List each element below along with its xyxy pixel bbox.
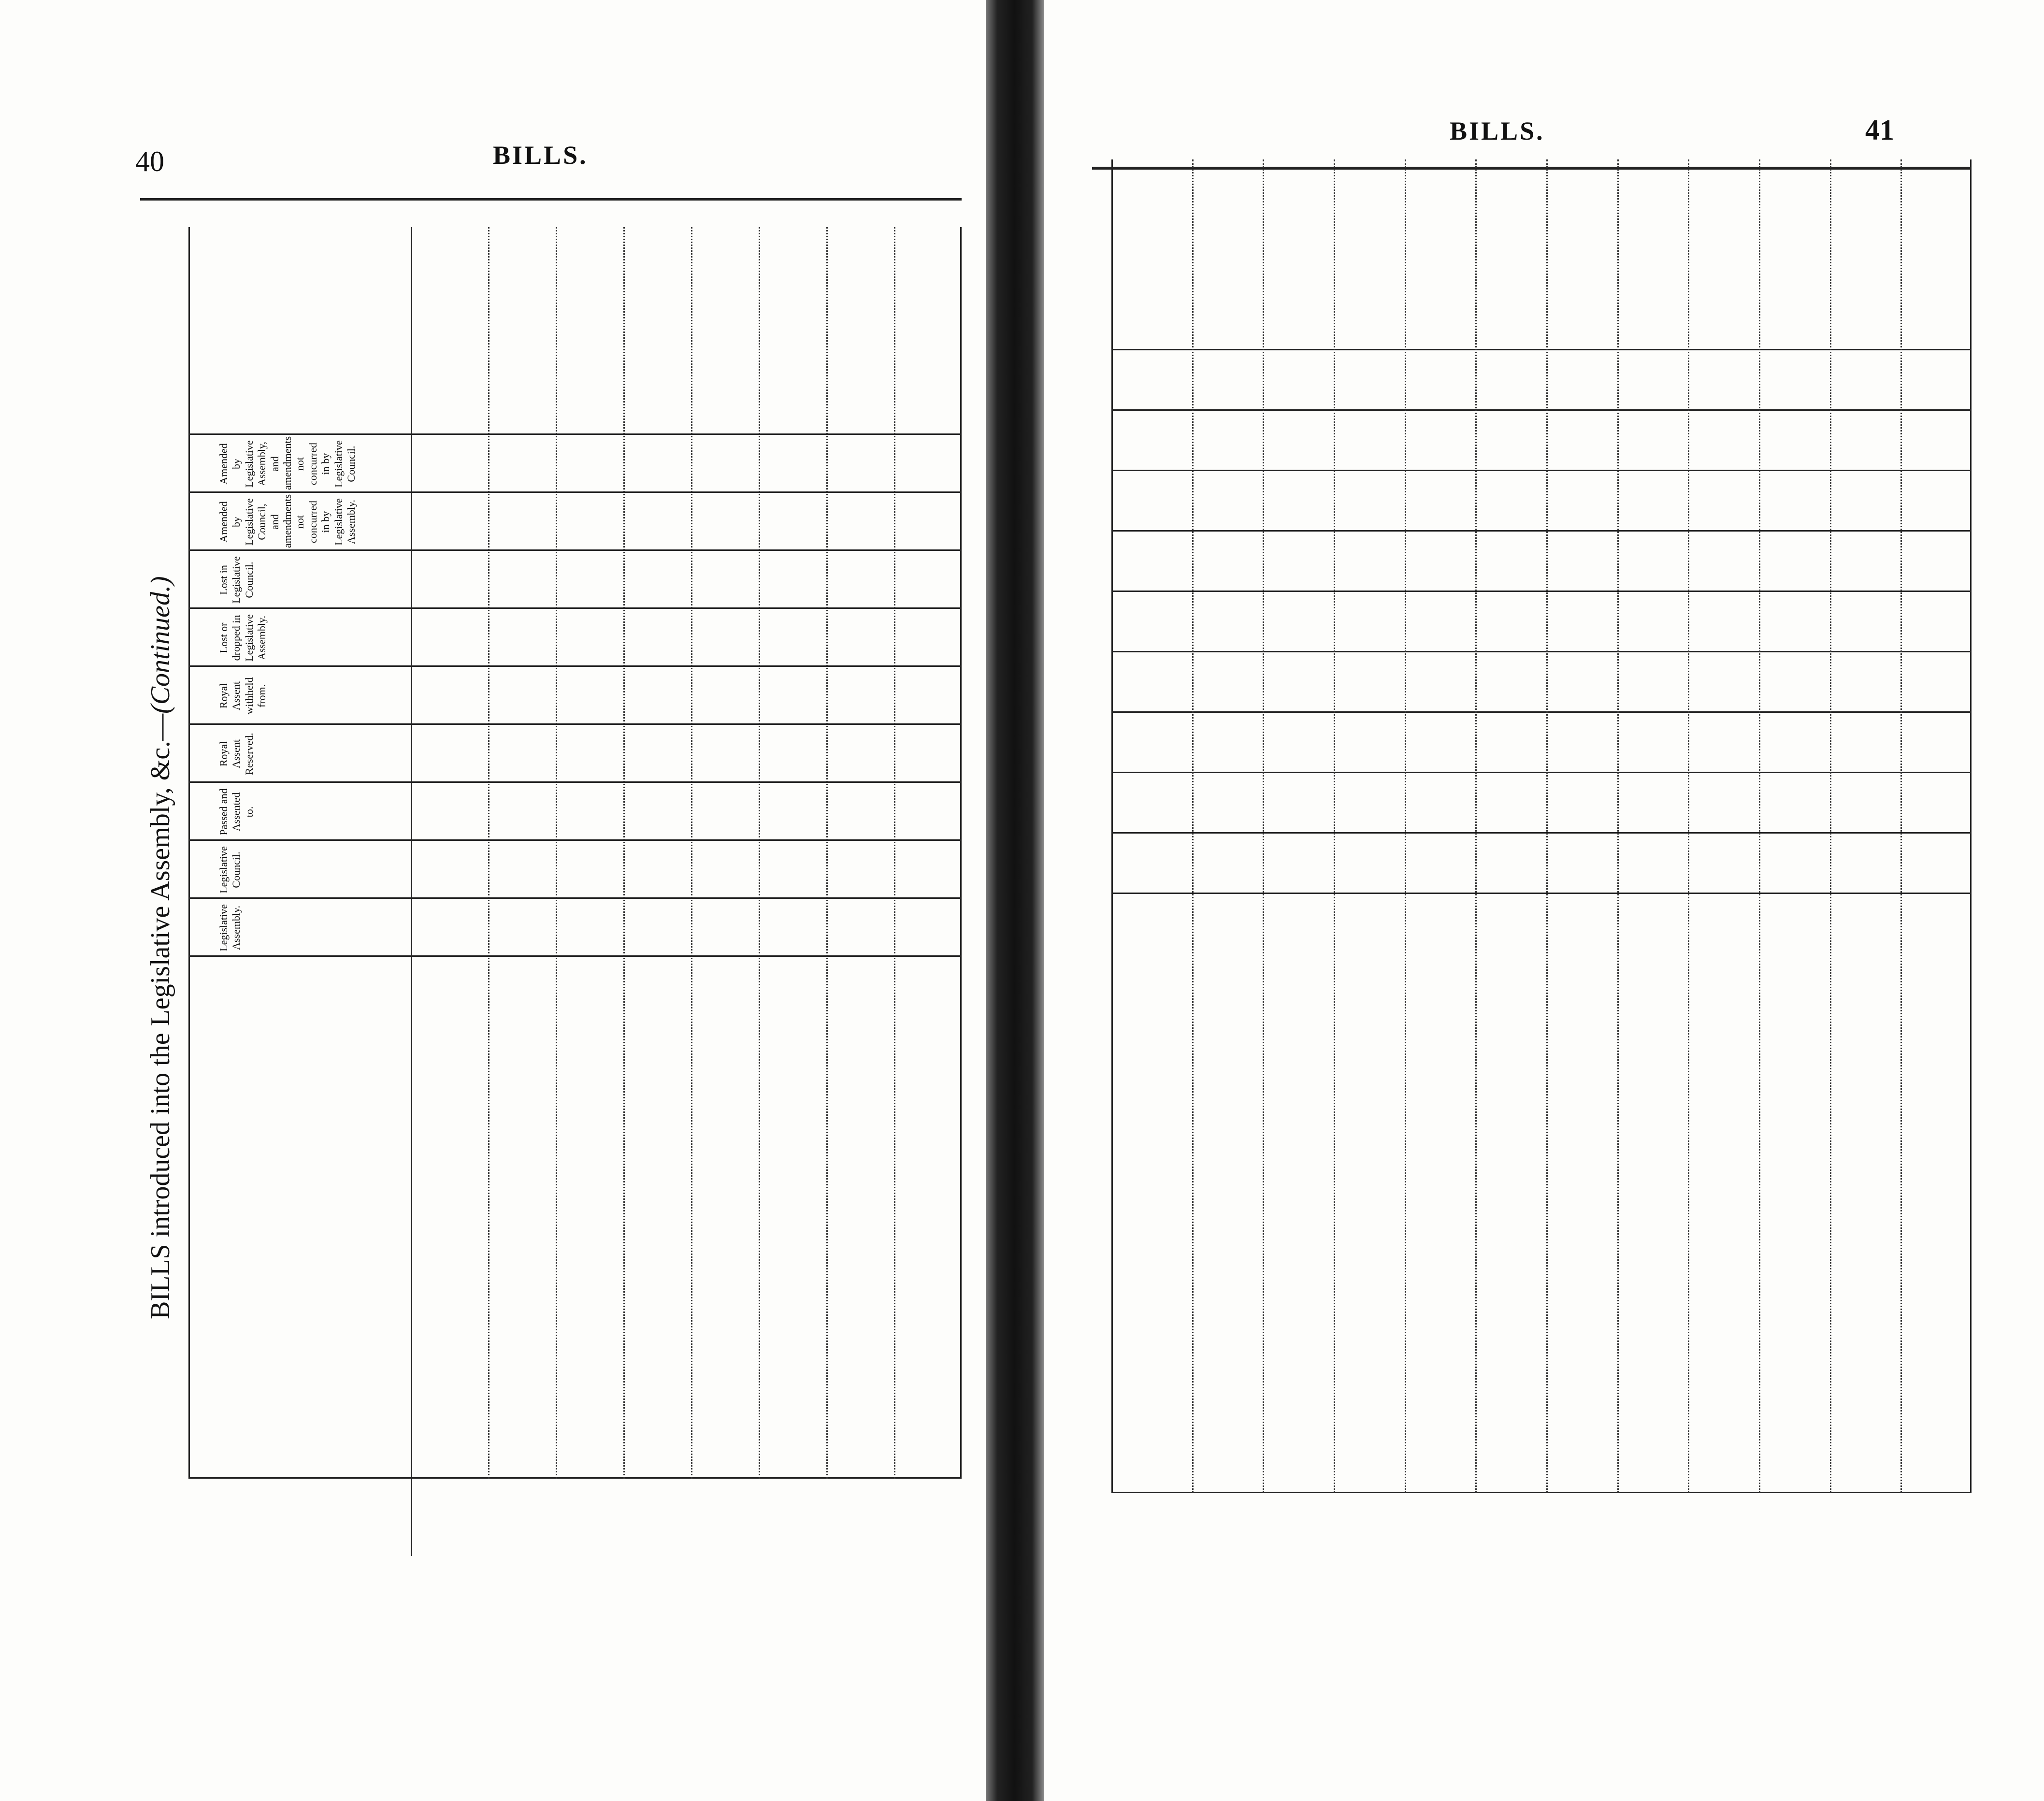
column-rule	[188, 665, 962, 667]
row-separator	[1475, 159, 1477, 1493]
row-separator	[759, 227, 760, 1479]
column-rule	[1111, 591, 1972, 592]
column-rule	[1111, 349, 1972, 350]
column-rule	[188, 433, 962, 435]
table-bottom-rule	[1970, 159, 1972, 1493]
running-head: BILLS.	[1450, 116, 1545, 145]
column-rule	[1111, 651, 1972, 652]
column-header: Passed and Assented to.	[217, 788, 255, 836]
row-separator	[1192, 159, 1194, 1493]
column-rule	[1111, 772, 1972, 773]
column-rule	[188, 1477, 962, 1479]
row-separator	[488, 227, 489, 1479]
row-separator	[556, 227, 557, 1479]
caption-continued: (Continued.)	[145, 576, 175, 714]
column-rule	[1111, 1492, 1972, 1493]
column-rule	[188, 897, 962, 899]
row-separator	[1759, 159, 1760, 1493]
column-header: Royal Assent withheld from.	[217, 677, 268, 715]
row-separator	[1830, 159, 1831, 1493]
column-header: Royal Assent Reserved.	[217, 733, 255, 775]
column-rule	[188, 839, 962, 841]
column-rule	[1111, 409, 1972, 411]
row-separator	[1405, 159, 1406, 1493]
page-number: 41	[1865, 114, 1894, 146]
row-separator	[1617, 159, 1619, 1493]
column-rule	[188, 723, 962, 725]
bills-table-right	[1111, 159, 1972, 1561]
row-separator	[1546, 159, 1548, 1493]
header-rule	[411, 227, 412, 1556]
page-number: 40	[135, 145, 164, 177]
left-page	[0, 0, 986, 1801]
row-separator	[1334, 159, 1335, 1493]
row-separator	[1900, 159, 1902, 1493]
row-separator	[894, 227, 895, 1479]
row-separator	[1263, 159, 1264, 1493]
table-bottom-rule	[960, 227, 962, 1479]
column-header: Lost in Legislative Council.	[217, 556, 255, 604]
column-rule	[188, 549, 962, 551]
column-rule	[188, 491, 962, 493]
column-header: Legislative Assembly.	[217, 904, 243, 951]
header-rule	[140, 198, 962, 201]
column-rule	[1111, 711, 1972, 713]
column-header: Legislative Council.	[217, 846, 243, 893]
column-header: Amended by Legislative Assembly, and amendments not concurred in by Legislative Council.	[217, 436, 357, 490]
bills-table-left	[188, 227, 962, 1556]
row-separator	[1688, 159, 1689, 1493]
running-head: BILLS.	[493, 141, 588, 170]
column-rule	[1111, 893, 1972, 894]
book-gutter	[986, 0, 1044, 1801]
row-separator	[623, 227, 625, 1479]
right-page	[1044, 0, 2044, 1801]
table-border	[1111, 159, 1113, 1493]
column-rule	[188, 781, 962, 783]
table-border	[188, 227, 190, 1479]
caption-main: BILLS introduced into the Legislative Assembly, &c.—	[145, 713, 175, 1319]
column-header: Amended by Legislative Council, and amendments not concurred in by Legislative Assembly.	[217, 494, 357, 548]
column-rule	[1111, 832, 1972, 834]
column-rule	[188, 607, 962, 609]
table-caption	[145, 576, 176, 1319]
row-separator	[691, 227, 692, 1479]
column-header: Lost or dropped in Legislative Assembly.	[217, 614, 268, 662]
row-separator	[826, 227, 828, 1479]
column-rule	[1111, 470, 1972, 471]
column-rule	[188, 955, 962, 957]
column-rule	[1111, 530, 1972, 532]
